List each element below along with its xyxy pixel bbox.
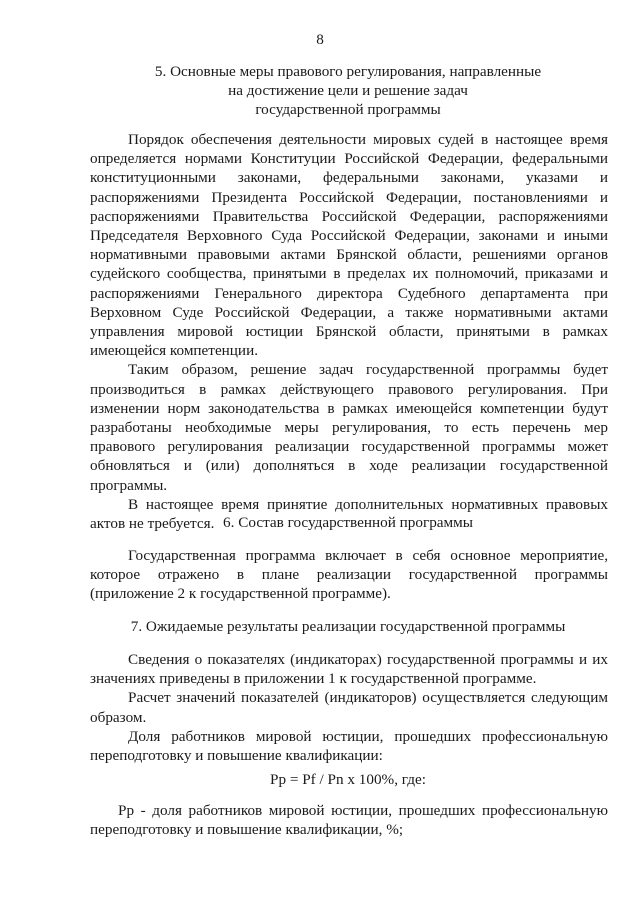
formula: Рр = Pf / Рn х 100%, где: bbox=[270, 771, 426, 788]
paragraph: В настоящее время принятие дополнительных нормативных правовых актов не требуется. bbox=[90, 495, 608, 533]
paragraph: Порядок обеспечения деятельности мировых судей в настоящее время определяется нормами Конституции Российской Федерации, федеральными конституционными законами, федеральными законами, указами и распоряжениями Президента Российской Федерации, постановлениями и распоряжениями Правительства Российской Федерации, распоряжениями Председателя Верховного Суда Российской Федерации, законами и иными нормативными правовыми актами Брянской области, решениями органов судейского сообщества, принятыми в пределах их полномочий, приказами и распоряжениями Генерального директора Судебного департамента при Верховном Суде Российской Федерации, а также нормативными актами управления мировой юстиции Брянской области, принятыми в рамках имеющейся компетенции. bbox=[90, 131, 608, 360]
definition-text: Рр - доля работников мировой юстиции, прошедших профессиональную переподготовку и повышение квалификации, %; bbox=[90, 802, 608, 839]
section-7-body bbox=[90, 650, 608, 765]
section-6-heading: 6. Состав государственной программы bbox=[223, 514, 473, 531]
section-7-heading: 7. Ожидаемые результаты реализации государственной программы bbox=[130, 618, 566, 635]
page-number: 8 bbox=[316, 31, 324, 48]
section-5-heading-line: 5. Основные меры правового регулирования, направленные bbox=[154, 63, 542, 80]
section-5-heading-line: на достижение цели и решение задач bbox=[228, 82, 468, 100]
paragraph: Государственная программа включает в себя основное мероприятие, которое отражено в плане реализации государственной программы (приложение 2 к государственной программе). bbox=[90, 547, 608, 603]
section-5-heading bbox=[0, 62, 640, 120]
section-5-heading-line: государственной программы bbox=[255, 101, 441, 119]
section-6-body bbox=[90, 546, 608, 604]
paragraph: Доля работников мировой юстиции, прошедших профессиональную переподготовку и повышение квалификации: bbox=[90, 727, 608, 765]
paragraph: Таким образом, решение задач государственной программы будет производиться в рамках действующего правового регулирования. При изменении норм законодательства в рамках имеющейся компетенции будут разработаны необходимые меры регулирования, то есть перечень мер правового регулирования реализации государственной программы может обновляться и (или) дополняться в ходе реализации государственной программы. bbox=[90, 361, 608, 494]
paragraph: Расчет значений показателей (индикаторов) осуществляется следующим образом. bbox=[90, 689, 608, 726]
paragraph: Сведения о показателях (индикаторах) государственной программы и их значениях приведены в приложении 1 к государственной программе. bbox=[90, 651, 608, 688]
section-5-body bbox=[90, 130, 608, 533]
formula-definition bbox=[90, 801, 608, 839]
